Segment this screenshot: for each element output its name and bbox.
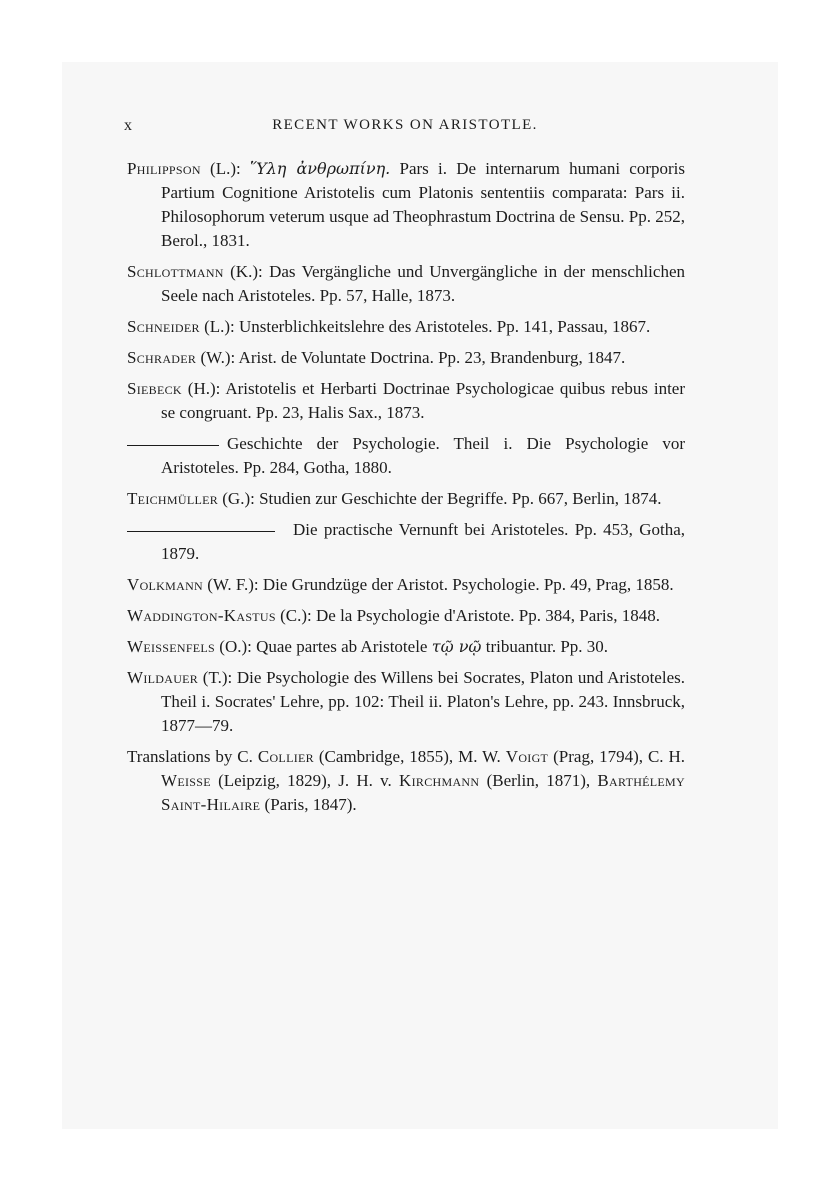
entry-author: Teichmüller xyxy=(127,489,219,508)
entry-text: Geschichte der Psychologie. Theil i. Die Psychologie vor Aristoteles. Pp. 284, Gotha, 1880. xyxy=(161,434,685,477)
bibliography-entry xyxy=(127,377,685,425)
bibliography-list xyxy=(127,157,685,824)
entry-author: Schlottmann xyxy=(127,262,224,281)
entry-text: Die Psychologie des Willens bei Socrates, Platon und Aristoteles. Theil i. Socrates' Lehre, pp. 102: Theil ii. Platon's Lehre, pp. 243. Innsbruck, 1877—79. xyxy=(161,668,685,735)
entry-text: Pars i. De internarum humani corporis Partium Cognitione Aristotelis cum Platonis sententiis comparata: Pars ii. Philosophorum veterum usque ad Theophrastum Doctrina de Sensu. Pp. 252, Berol., 1831. xyxy=(161,159,686,250)
entry-text: Unsterblichkeitslehre des Aristoteles. Pp. 141, Passau, 1867. xyxy=(239,317,651,336)
ditto-rule xyxy=(127,531,275,532)
bibliography-entry xyxy=(127,487,685,511)
entry-text: (Paris, 1847). xyxy=(260,795,357,814)
entry-author: Siebeck xyxy=(127,379,182,398)
bibliography-entry xyxy=(127,635,685,659)
running-title: RECENT WORKS ON ARISTOTLE. xyxy=(272,117,538,133)
translator-name: Barthélemy Saint-Hilaire xyxy=(161,771,685,814)
entry-initials: (H.): xyxy=(181,379,226,398)
entry-initials: (O.): xyxy=(215,637,257,656)
page-header xyxy=(124,117,686,143)
entry-greek-title: Ὕλη ἀνθρωπίνη. xyxy=(249,159,391,178)
entry-author: Schneider xyxy=(127,317,200,336)
entry-text: (Leipzig, 1829), J. H. v. xyxy=(210,771,400,790)
entry-text: Quae partes ab Aristotele xyxy=(256,637,432,656)
entry-initials: (W.): xyxy=(196,348,239,367)
entry-initials: (K.): xyxy=(223,262,270,281)
entry-text: Studien zur Geschichte der Begriffe. Pp. 667, Berlin, 1874. xyxy=(259,489,662,508)
entry-greek-phrase: τῷ νῷ xyxy=(431,637,482,656)
entry-initials: (W. F.): xyxy=(203,575,263,594)
entry-text: Translations by C. xyxy=(127,747,258,766)
page-number: x xyxy=(124,117,132,134)
translations-entry xyxy=(127,745,685,817)
entry-initials: (G.): xyxy=(218,489,260,508)
entry-initials: (C.): xyxy=(275,606,317,625)
ditto-rule xyxy=(127,445,219,446)
entry-text: Das Vergängliche und Unvergängliche in der menschlichen Seele nach Aristoteles. Pp. 57, Halle, 1873. xyxy=(161,262,685,305)
entry-text: Die practische Vernunft bei Aristoteles. Pp. 453, Gotha, 1879. xyxy=(161,520,685,563)
bibliography-entry xyxy=(127,604,685,628)
entry-text: Die Grundzüge der Aristot. Psychologie. Pp. 49, Prag, 1858. xyxy=(262,575,674,594)
bibliography-entry xyxy=(127,346,685,370)
translator-name: Kirchmann xyxy=(399,771,480,790)
entry-text: (Cambridge, 1855), M. W. xyxy=(313,747,506,766)
bibliography-entry xyxy=(127,432,685,480)
entry-initials: (L.): xyxy=(199,317,240,336)
entry-text: (Berlin, 1871), xyxy=(479,771,598,790)
bibliography-entry xyxy=(127,573,685,597)
entry-author: Philippson xyxy=(127,159,201,178)
bibliography-entry xyxy=(127,157,685,253)
bibliography-entry xyxy=(127,260,685,308)
entry-text: tribuantur. Pp. 30. xyxy=(481,637,609,656)
translator-name: Voigt xyxy=(505,747,549,766)
entry-author: Weissenfels xyxy=(127,637,216,656)
bibliography-entry xyxy=(127,518,685,566)
entry-text: Aristotelis et Herbarti Doctrinae Psychologicae quibus rebus inter se congruant. Pp. 23, Halis Sax., 1873. xyxy=(161,379,685,422)
translator-name: Collier xyxy=(257,747,314,766)
entry-initials: (T.): xyxy=(198,668,237,687)
entry-author: Schrader xyxy=(127,348,197,367)
translator-name: Weisse xyxy=(161,771,211,790)
bibliography-entry xyxy=(127,666,685,738)
entry-text: (Prag, 1794), C. H. xyxy=(548,747,686,766)
entry-author: Volkmann xyxy=(127,575,204,594)
entry-initials: (L.): xyxy=(200,159,250,178)
entry-author: Wildauer xyxy=(127,668,199,687)
bibliography-entry xyxy=(127,315,685,339)
entry-author: Waddington-Kastus xyxy=(127,606,276,625)
entry-text: Arist. de Voluntate Doctrina. Pp. 23, Brandenburg, 1847. xyxy=(238,348,626,367)
entry-text: De la Psychologie d'Aristote. Pp. 384, Paris, 1848. xyxy=(316,606,660,625)
